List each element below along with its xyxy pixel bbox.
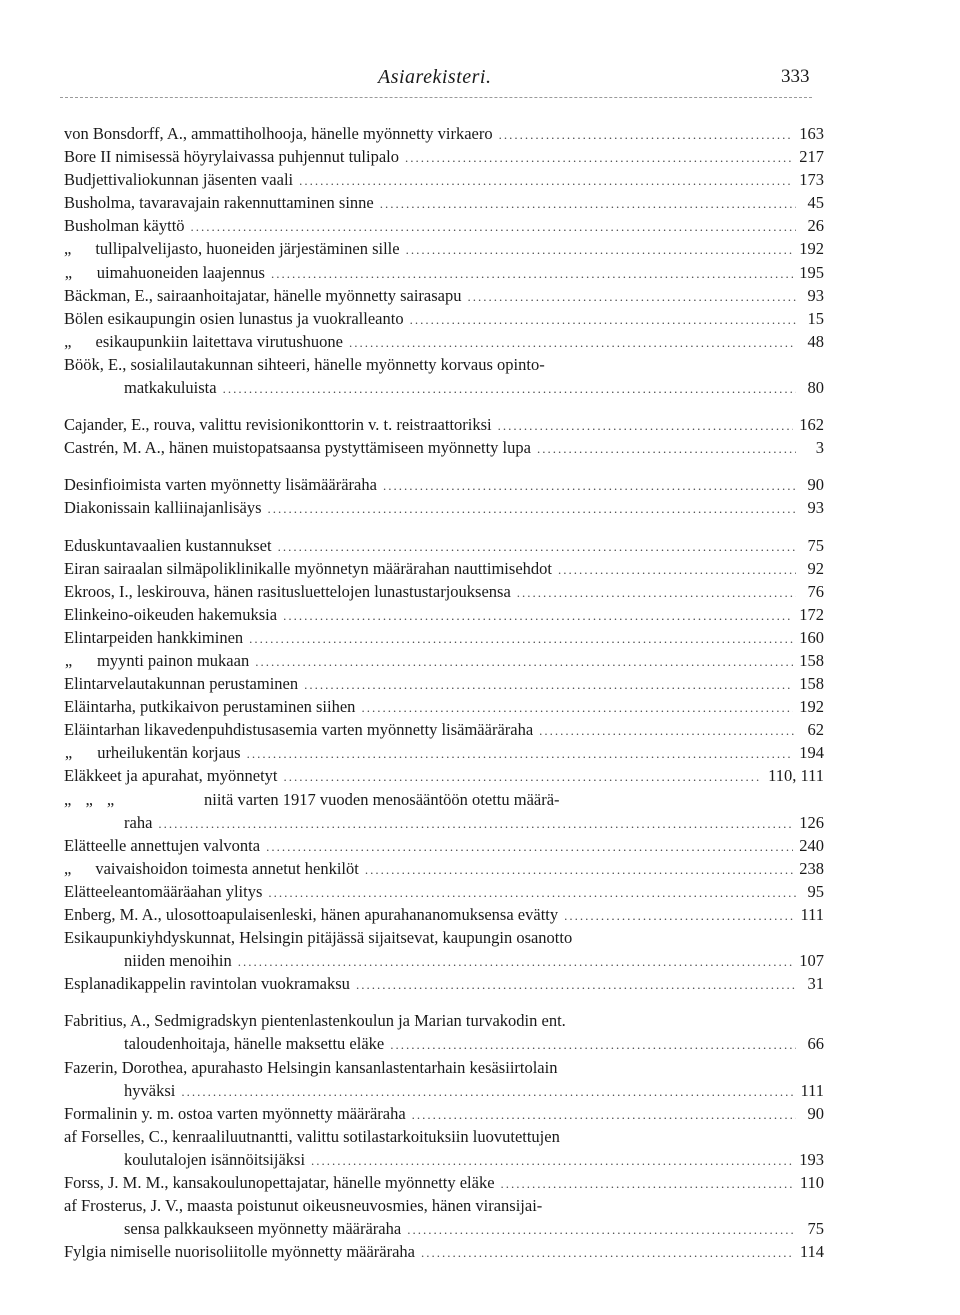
leader-dots (407, 1218, 796, 1241)
index-entry (64, 1079, 824, 1102)
leader-dots (356, 973, 796, 996)
page-ref: 111 (800, 1080, 824, 1100)
page-ref: 172 (799, 604, 824, 624)
index-entry (64, 376, 824, 399)
entry-text: vaivaishoidon toimesta annetut henkilöt (95, 858, 359, 878)
page-ref: 15 (807, 308, 824, 328)
entry-text: Elätteelle annettujen valvonta (64, 835, 261, 855)
index-entry (64, 811, 824, 834)
leader-dots (247, 742, 794, 765)
entry-text: raha (124, 812, 153, 832)
group-spacer (64, 520, 824, 534)
index-entry (64, 1032, 824, 1055)
index-entry (64, 237, 824, 260)
entry-text: Budjettivaliokunnan jäsenten vaali (64, 170, 294, 190)
index-entry (64, 214, 824, 237)
page-ref: 111 (800, 905, 824, 924)
page-ref: 192 (799, 697, 824, 717)
leader-dots (361, 696, 793, 719)
entry-text: urheilukentän korjaus (97, 743, 241, 763)
index-group-d (64, 473, 824, 519)
leader-dots (223, 377, 796, 400)
page-ref: 93 (807, 285, 824, 305)
leader-dots (304, 673, 793, 696)
index-entry (64, 764, 824, 787)
page-ref: 75 (807, 535, 824, 555)
index-group-c (64, 413, 824, 459)
page-ref: 95 (807, 881, 824, 901)
leader-dots (564, 904, 794, 927)
leader-dots (191, 215, 796, 238)
index-entry (64, 603, 824, 626)
index-entry (64, 191, 824, 214)
entry-text: Esikaupunkiyhdyskunnat, Helsingin pitäjässä sijaitsevat, kaupungin osanotto (64, 928, 573, 948)
index-entry (64, 122, 824, 145)
leader-dots (271, 262, 793, 285)
page-ref: 80 (807, 378, 824, 398)
leader-dots (365, 858, 793, 881)
entry-text: Eiran sairaalan silmäpoliklinikalle myönnetyn määrärahan nauttimisehdot (64, 558, 552, 578)
leader-dots (406, 238, 794, 261)
index-entry (64, 557, 824, 580)
index-entry (64, 413, 824, 436)
entry-text: Elintarvelautakunnan perustaminen (64, 674, 299, 694)
ditto-mark: „ „ „ (64, 789, 115, 809)
index-entry (64, 1171, 824, 1194)
page-ref: 76 (807, 581, 824, 601)
page-ref: 45 (807, 193, 824, 213)
leader-dots (517, 581, 796, 604)
leader-dots (266, 835, 793, 858)
entry-text: Bäckman, E., sairaanhoitajatar, hänelle myönnetty sairasapu (64, 285, 462, 305)
ditto-mark: „ (64, 331, 72, 351)
page-number: 333 (781, 66, 810, 87)
index-entry (64, 1217, 824, 1240)
leader-dots (558, 558, 796, 581)
subject-index (64, 122, 824, 1263)
page-ref: 217 (799, 147, 824, 167)
leader-dots (181, 1080, 794, 1103)
page-ref: 194 (799, 743, 824, 763)
leader-dots (268, 497, 796, 520)
page-ref: 26 (807, 216, 824, 236)
page-ref: 126 (799, 812, 824, 832)
entry-text: Busholman käyttö (64, 216, 185, 236)
entry-text: matkakuluista (124, 378, 217, 398)
leader-dots (410, 308, 796, 331)
index-entry (64, 926, 824, 949)
index-entry (64, 436, 824, 459)
leader-dots (467, 285, 796, 308)
index-entry (64, 649, 824, 672)
entry-text: Formalinin y. m. ostoa varten myönnetty määräraha (64, 1103, 406, 1123)
index-entry (64, 1102, 824, 1125)
page-ref: 193 (799, 1149, 824, 1169)
entry-text: af Frosterus, J. V., maasta poistunut oikeusneuvosmies, hänen viransijai- (64, 1196, 543, 1216)
index-entry (64, 788, 824, 811)
page-ref: 195 (799, 262, 824, 282)
page-ref: 48 (807, 331, 824, 351)
ditto-mark: „ (64, 650, 73, 670)
entry-text: Böök, E., sosialilautakunnan sihteeri, hänelle myönnetty korvaus opinto- (64, 354, 545, 374)
index-entry (64, 1056, 824, 1079)
index-entry (64, 741, 824, 764)
index-entry (64, 580, 824, 603)
page-ref: 93 (807, 498, 824, 518)
header-rule (60, 97, 812, 98)
leader-dots (405, 146, 793, 169)
index-entry (64, 626, 824, 649)
index-entry (64, 903, 824, 926)
entry-text: von Bonsdorff, A., ammattiholhooja, hänelle myönnetty virkaero (64, 124, 493, 143)
index-entry (64, 1009, 824, 1032)
entry-text: niitä varten 1917 vuoden menosääntöön otettu määrä- (204, 789, 560, 809)
page-ref: 158 (799, 650, 824, 670)
index-entry (64, 880, 824, 903)
entry-text: Eläintarhan likavedenpuhdistusasemia varten myönnetty lisämääräraha (64, 720, 534, 740)
page-ref: 110 (799, 1173, 824, 1193)
entry-text: Busholma, tavaravajain rakennuttaminen sinne (64, 193, 374, 213)
index-entry (64, 1240, 824, 1263)
ditto-mark: „ (64, 858, 72, 878)
entry-text: tullipalvelijasto, huoneiden järjestäminen sille (95, 239, 400, 259)
entry-text: Ekroos, I., leskirouva, hänen rasitusluettelojen lunastustarjouksensa (64, 581, 511, 601)
leader-dots (283, 604, 793, 627)
leader-dots (412, 1103, 796, 1126)
entry-text: Elintarpeiden hankkiminen (64, 627, 244, 647)
index-group-b (64, 122, 824, 399)
ditto-mark: „ (64, 262, 73, 282)
leader-dots (499, 123, 794, 146)
entry-text: Eläkkeet ja apurahat, myönnetyt (64, 766, 278, 786)
page-ref: 114 (799, 1242, 824, 1262)
index-entry (64, 972, 824, 995)
page-ref: 31 (807, 974, 824, 994)
entry-text: Elätteeleantomääräahan ylitys (64, 881, 263, 901)
page-ref: 75 (807, 1219, 824, 1239)
ditto-mark: „ (64, 239, 72, 259)
page-ref: 238 (799, 858, 824, 878)
page-ref: 173 (799, 170, 824, 190)
index-entry (64, 857, 824, 880)
leader-dots (537, 437, 796, 460)
leader-dots (501, 1172, 794, 1195)
ditto-mark: „ (64, 743, 73, 763)
entry-text: Esplanadikappelin ravintolan vuokramaksu (64, 974, 350, 994)
leader-dots (278, 535, 796, 558)
index-entry (64, 473, 824, 496)
entry-text: Fabritius, A., Sedmigradskyn pientenlastenkoulun ja Marian turvakodin ent. (64, 1011, 566, 1031)
entry-text: uimahuoneiden laajennus (96, 262, 265, 282)
running-header-title: Asiarekisteri. (378, 66, 492, 88)
index-entry (64, 718, 824, 741)
leader-dots (284, 765, 763, 788)
leader-dots (498, 414, 794, 437)
page-ref: 92 (807, 558, 824, 578)
entry-text: Desinfioimista varten myönnetty lisämääräraha (64, 475, 377, 495)
leader-dots (383, 474, 796, 497)
entry-text: niiden menoihin (124, 951, 232, 971)
leader-dots (349, 331, 796, 354)
leader-dots (390, 1033, 796, 1056)
index-entry (64, 949, 824, 972)
page-ref: 160 (799, 627, 824, 647)
index-entry (64, 284, 824, 307)
index-entry (64, 672, 824, 695)
group-spacer (64, 399, 824, 413)
leader-dots (268, 881, 796, 904)
entry-text: Cajander, E., rouva, valittu revisionikonttorin v. t. reistraattoriksi (64, 415, 492, 435)
group-spacer (64, 459, 824, 473)
index-entry (64, 496, 824, 519)
index-entry (64, 834, 824, 857)
entry-text: Bore II nimisessä höyrylaivassa puhjennut tulipalo (64, 147, 399, 167)
page-ref: 162 (799, 415, 824, 435)
index-entry (64, 1194, 824, 1217)
entry-text: Forss, J. M. M., kansakoulunopettajatar, hänelle myönnetty eläke (64, 1173, 495, 1193)
page-ref: 192 (799, 239, 824, 259)
leader-dots (539, 719, 796, 742)
leader-dots (380, 192, 796, 215)
entry-text: Enberg, M. A., ulosottoapulaisenleski, hänen apurahananomuksensa evätty (64, 905, 559, 924)
leader-dots (421, 1241, 794, 1264)
page-ref: 163 (799, 124, 824, 143)
leader-dots (311, 1149, 793, 1172)
index-entry (64, 145, 824, 168)
index-group-f (64, 1009, 824, 1263)
entry-text: af Forselles, C., kenraaliluutnantti, valittu sotilastarkoituksiin luovutettujen (64, 1126, 560, 1146)
leader-dots (238, 950, 794, 973)
index-entry (64, 261, 824, 284)
index-entry (64, 1125, 824, 1148)
index-entry (64, 307, 824, 330)
page-ref: 66 (807, 1034, 824, 1054)
group-spacer (64, 995, 824, 1009)
index-group-e (64, 534, 824, 996)
entry-text: Elinkeino-oikeuden hakemuksia (64, 604, 278, 624)
index-entry (64, 330, 824, 353)
entry-text: Eduskuntavaalien kustannukset (64, 535, 272, 555)
leader-dots (255, 650, 793, 673)
entry-text: myynti painon mukaan (97, 650, 250, 670)
entry-text: Diakonissain kalliinajanlisäys (64, 498, 262, 518)
page-ref: 107 (799, 951, 824, 971)
page-ref: 62 (807, 720, 824, 740)
entry-text: Fylgia nimiselle nuorisoliitolle myönnetty määräraha (64, 1242, 416, 1262)
entry-text: taloudenhoitaja, hänelle maksettu eläke (124, 1034, 385, 1054)
entry-text: koulutalojen isännöitsijäksi (124, 1149, 306, 1169)
entry-text: esikaupunkiin laitettava virutushuone (95, 331, 343, 351)
page-ref: 110, 111 (768, 766, 824, 786)
index-entry (64, 534, 824, 557)
entry-text: sensa palkkaukseen myönnetty määräraha (124, 1219, 402, 1239)
page-ref: 240 (799, 835, 824, 855)
index-entry (64, 168, 824, 191)
page-ref: 158 (799, 674, 824, 694)
entry-text: Eläintarha, putkikaivon perustaminen siihen (64, 697, 356, 717)
entry-text: Castrén, M. A., hänen muistopatsaansa pystyttämiseen myönnetty lupa (64, 438, 531, 458)
page-ref: 90 (807, 475, 824, 495)
leader-dots (299, 169, 793, 192)
page-ref: 90 (807, 1103, 824, 1123)
index-entry (64, 1148, 824, 1171)
leader-dots (249, 627, 793, 650)
entry-text: Fazerin, Dorothea, apurahasto Helsingin kansanlastentarhain kesäsiirtolain (64, 1057, 558, 1077)
page-ref: 3 (815, 438, 824, 458)
index-entry (64, 695, 824, 718)
leader-dots (158, 812, 793, 835)
index-entry (64, 353, 824, 376)
entry-text: Bölen esikaupungin osien lunastus ja vuokralleanto (64, 308, 404, 328)
entry-text: hyväksi (124, 1080, 176, 1100)
